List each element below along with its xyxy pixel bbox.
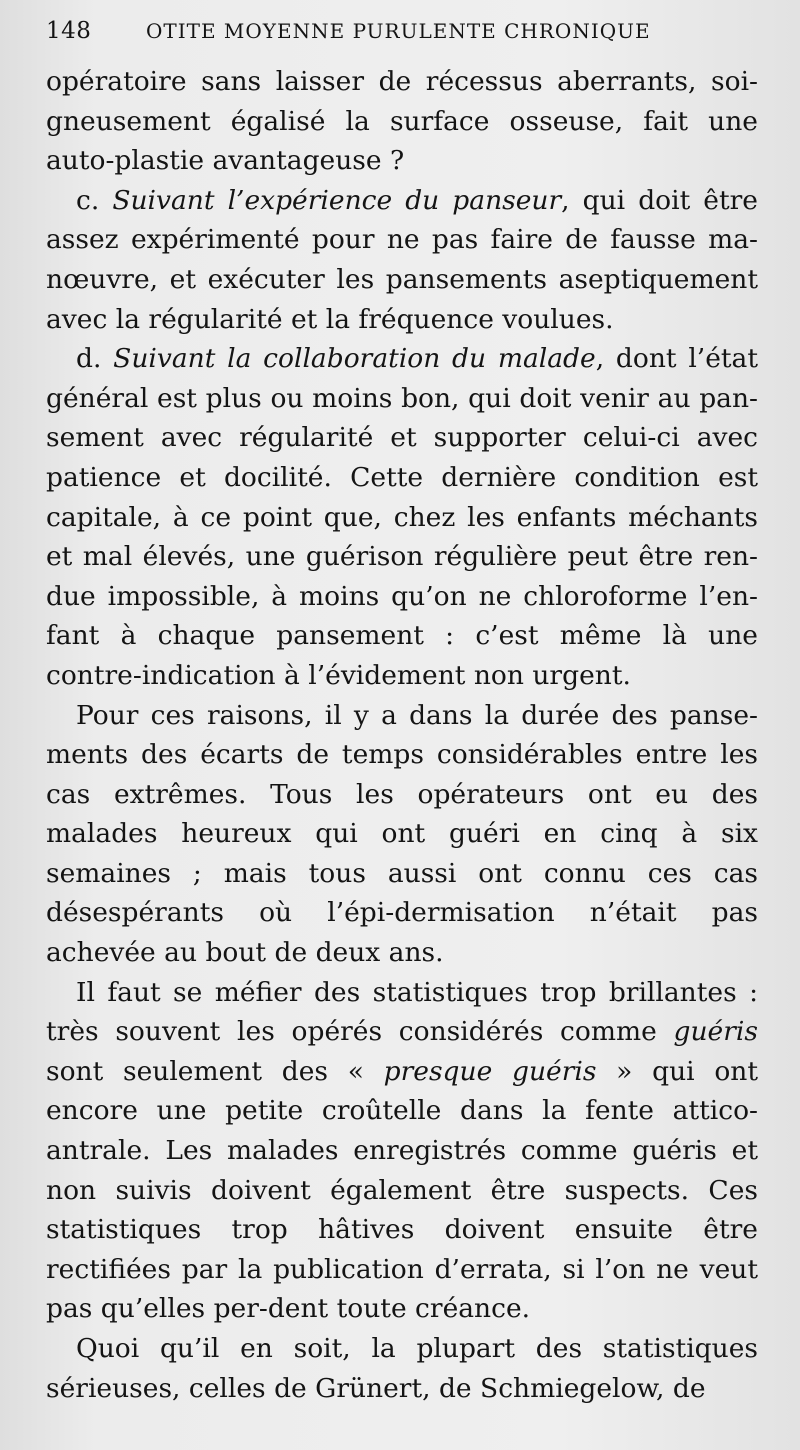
italic-heading: Suivant l’expérience du panseur <box>112 184 562 216</box>
running-title: OTITE MOYENNE PURULENTE CHRONIQUE <box>146 19 651 43</box>
paragraph-serious-statistics <box>46 1329 758 1408</box>
list-marker: d. <box>76 343 114 375</box>
text-segment: opératoire sans laisser de récessus aberrants, soi-gneusement égalisé la surface osseuse, fait une auto-plastie avantageuse ? <box>46 66 758 177</box>
italic-phrase: presque guéris <box>383 1055 597 1087</box>
text-segment: Pour ces raisons, il y a dans la durée des panse-ments des écarts de temps considérables entre les cas extrêmes. Tous les opérateurs ont eu des malades heureux qui ont guéri en cinq à six semaines ; mais tous aussi ont connu ces cas désespérants où l’épi-dermisation n’était pas achevée au bout de deux ans. <box>46 699 758 969</box>
paragraph-reasons <box>46 696 758 973</box>
text-segment: , dont l’état général est plus ou moins bon, qui doit venir au pan-sement avec régularité et supporter celui-ci avec patience et docilité. Cette dernière condition est capitale, à ce point que, chez les enfants méchants et mal élevés, une guérison régulière peut être ren-due impossible, à moins qu’on ne chloroforme l’en-fant à chaque pansement : c’est même là une contre-indication à l’évidement non urgent. <box>46 343 758 691</box>
running-head <box>46 18 758 62</box>
text-segment: , qui doit être assez expérimenté pour ne pas faire de fausse ma-nœuvre, et exécuter les pansements aseptiquement avec la régularité et la fréquence voulues. <box>46 184 758 335</box>
text-segment: sont seulement des « <box>46 1055 384 1087</box>
body-text <box>46 62 758 1408</box>
paragraph-point-d <box>46 339 758 695</box>
text-segment: » qui ont encore une petite croûtelle dans la fente attico-antrale. Les malades enregistrés comme guéris et non suivis doivent également être suspects. Ces statistiques trop hâtives doivent ensuite être rectifiées par la publication d’errata, si l’on ne veut pas qu’elles per-dent toute créance. <box>46 1055 758 1325</box>
paragraph-continuation <box>46 62 758 181</box>
italic-heading: Suivant la collaboration du malade <box>113 343 596 375</box>
italic-word: guéris <box>673 1016 758 1048</box>
page-number: 148 <box>46 18 92 44</box>
paragraph-statistics-warning <box>46 973 758 1329</box>
text-segment: Quoi qu’il en soit, la plupart des statistiques sérieuses, celles de Grünert, de Schmiegelow, de <box>46 1333 758 1404</box>
list-marker: c. <box>76 184 113 216</box>
text-segment: Il faut se méfier des statistiques trop brillantes : très souvent les opérés considérés comme <box>46 976 758 1048</box>
paragraph-point-c <box>46 181 758 339</box>
